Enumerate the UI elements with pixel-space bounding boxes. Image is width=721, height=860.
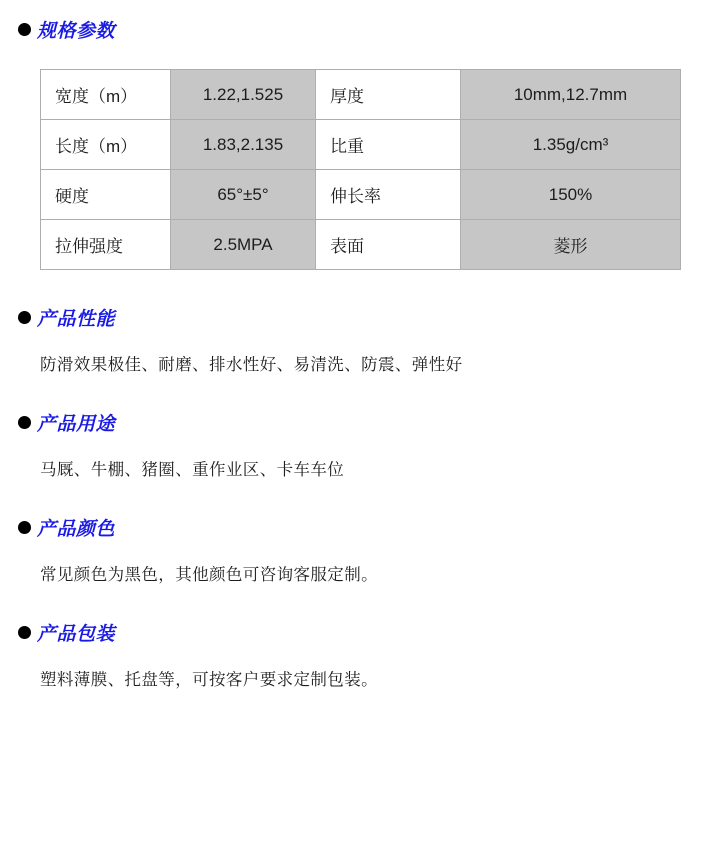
section-heading-label: 产品包装 <box>37 624 116 645</box>
table-cell-label: 拉伸强度 <box>41 220 171 270</box>
section-body-text: 常见颜色为黑色，其他颜色可咨询客服定制。 <box>40 566 378 584</box>
section-heading-usage <box>18 409 721 436</box>
table-cell-value: 1.83,2.135 <box>171 120 316 170</box>
table-cell-value: 150% <box>461 170 681 220</box>
section-body-text: 马厩、牛棚、猪圈、重作业区、卡车车位 <box>40 461 345 479</box>
product-spec-page <box>0 16 721 860</box>
section-heading-color <box>18 514 721 541</box>
table-cell-label: 比重 <box>316 120 461 170</box>
bullet-icon <box>18 521 31 534</box>
table-cell-value: 65°±5° <box>171 170 316 220</box>
bullet-icon <box>18 416 31 429</box>
bullet-icon <box>18 626 31 639</box>
section-performance <box>0 304 721 375</box>
table-cell-value: 10mm,12.7mm <box>461 70 681 120</box>
bullet-icon <box>18 311 31 324</box>
spec-table <box>40 69 681 270</box>
section-heading-performance <box>18 304 721 331</box>
table-cell-label: 厚度 <box>316 70 461 120</box>
bullet-icon <box>18 23 31 36</box>
table-cell-label: 表面 <box>316 220 461 270</box>
section-heading-label: 产品颜色 <box>37 519 116 540</box>
table-row <box>41 70 681 120</box>
table-cell-value: 2.5MPA <box>171 220 316 270</box>
section-heading-label: 产品性能 <box>37 309 116 330</box>
table-cell-label: 宽度（m） <box>41 70 171 120</box>
section-body-text: 防滑效果极佳、耐磨、排水性好、易清洗、防震、弹性好 <box>40 356 463 374</box>
section-body-text: 塑料薄膜、托盘等，可按客户要求定制包装。 <box>40 671 378 689</box>
section-color <box>0 514 721 585</box>
table-cell-label: 长度（m） <box>41 120 171 170</box>
section-packaging <box>0 619 721 690</box>
table-row <box>41 120 681 170</box>
section-heading-packaging <box>18 619 721 646</box>
table-cell-value: 1.35g/cm³ <box>461 120 681 170</box>
table-row <box>41 170 681 220</box>
table-cell-value: 1.22,1.525 <box>171 70 316 120</box>
section-usage <box>0 409 721 480</box>
section-heading-label: 规格参数 <box>37 21 116 42</box>
section-heading-label: 产品用途 <box>37 414 116 435</box>
table-cell-label: 硬度 <box>41 170 171 220</box>
section-heading-specs <box>18 16 721 43</box>
table-cell-value: 菱形 <box>461 220 681 270</box>
table-row <box>41 220 681 270</box>
table-cell-label: 伸长率 <box>316 170 461 220</box>
